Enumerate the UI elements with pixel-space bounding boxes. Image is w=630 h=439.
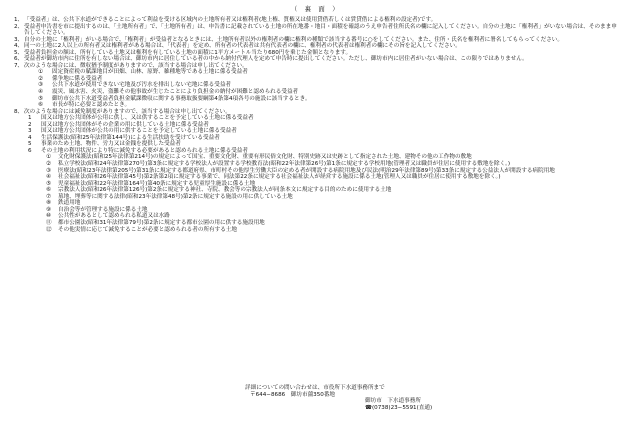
reduction-list [14,115,618,154]
item-number: ⑧ [46,200,52,207]
item-text: 都市公園法(昭和31年法律第79号)第2条に規定する都市公園の用に供する施設用地 [58,219,265,226]
item-text: 児童福祉法(昭和22年法律第164号)第40条に規定する児童厚生施設に係る土地 [58,180,256,187]
item-text: 係争地に係る受益者 [52,75,103,82]
item-text: 受益者が御坊市内に住所を有しない場合は、御坊市内に居住している者の中から納付代理人を定めて申告時に提出してください。ただし、御坊市内に居住者がいない場合は、この限りではありません。 [24,56,528,63]
item-text: 文化財保護法(昭和25年法律第214号)の規定によって国宝、重要文化財、重要有形民俗文化財、特別史跡又は史跡として指定された土地、建物その他の工作物の敷地 [58,154,472,161]
item-number: 4 [28,134,32,141]
item-number: ⑤ [38,95,44,102]
item-text: 自分の土地に「権利者」がいる場合で、「権利者」が受益者となるときには、土地所有者以外の権利者の欄に権利の種類で該当する番号に○をしてください。また、住所・氏名を権利者に署名してもらってください。 [24,36,563,43]
item-number: ② [46,161,52,168]
contact-phone: ☎(0738)23−5591(直通) [365,404,433,411]
item-number: ① [46,154,52,161]
item-text: 国又は地方公共団体が公用に供し、又は供することを予定している土地に係る受益者 [41,115,254,122]
item-number: 6 [28,147,32,154]
item-text: 私立学校法(昭和24年法律第270号)第3条に規定する学校法人が設置する学校教育法(昭和22年法律第26号)第1条に規定する学校用地(管理者又は職員が住居に使用する敷地を除く。) [58,161,511,168]
contact-address: 〒644−8686 御坊市薗350番地 [250,391,336,398]
item-text: その他実情に応じて減免することが必要と認められる者の所有する土地 [58,226,238,233]
item-text: 自治会等が管理する施設に係る土地 [58,206,148,213]
item-number: ③ [38,82,44,89]
numbered-item [14,24,618,37]
item-number: 3、 [14,36,24,43]
item-number: ⑫ [46,226,52,233]
item-text: 国又は地方公共団体が公共の用に供することを予定している土地に係る受益者 [41,128,237,135]
item-text: 医療法(昭和23年法律第205号)第31条に規定する都道府県、市町村その他厚生労働大臣の定める者が開設する病院用地及び民法(明治29年法律第89号)第33条に規定する公益法人が開設する病院用地 [58,167,555,174]
contact-block [245,385,475,411]
item-text: 国又は地方公共団体がその企業の用に供している土地に係る受益者 [41,121,209,128]
land-use-list [14,154,618,233]
item-number: 2、 [14,23,24,30]
item-text: 墓地、埋葬等に関する法律(昭和23年法律第48号)第2条に規定する施設の用に供している土地 [58,193,293,200]
item-text: 次のような場合には、徴収猶予制度がありますので、該当する場合は申し出てください。 [24,62,248,69]
item-number: ⑤ [46,180,52,187]
item-text: 次のような場合には減免制度がありますので、該当する場合は申し出てください。 [24,108,231,115]
item-number: 4、 [14,43,24,50]
item-text: 生活保護法(昭和25年法律第144号)による生活扶助を受けている受益者 [41,134,220,141]
item-text: 「受益者」は、公共下水道ができることによって利益を受ける区域内の土地所有者又は権利者(地上権、質権又は使用貸借若しくは賃貸借による権利の設定者)です。 [24,17,437,23]
suspension-list [14,69,618,108]
item-text: 鉄道用地 [58,200,81,207]
item-number: 3 [28,128,32,135]
item-number: ④ [46,174,52,181]
item-number: 8、 [14,108,24,115]
item-text: その土地の利用状況により特に減免する必要があると認められる土地に係る受益者 [41,147,248,154]
item-text: 市長が特に必要と認めたとき。 [52,102,131,109]
item-text: 公共下水道が使用できない宅地及び汚水を排出しない宅地に係る受益者 [52,82,232,89]
item-text: 震災、風水害、火災、盗難その他事故が生じたことにより負担金の納付が困難と認められる受益者 [52,89,299,96]
item-number: ⑩ [46,213,52,220]
item-number: 1 [28,115,32,122]
item-number: ② [38,75,44,82]
item-number: 1、 [14,17,24,23]
item-text: 固定資産税の賦課地目が田畑、山林、原野、雑種地等である土地に係る受益者 [52,69,248,76]
item-number: ⑪ [46,219,52,226]
item-number: ⑥ [46,187,52,194]
item-text: 御坊市公共下水道受益者負担金賦課徴収に関する事務取扱要綱第4条第4項各号の施設に該当するとき。 [52,95,311,102]
item-number: ① [38,69,44,76]
item-number: ⑦ [46,193,52,200]
numbered-items [14,17,618,69]
item-number: 7、 [14,62,24,69]
item-text: 事業のため土地、物件、労力又は金銭を提供した受益者 [41,141,181,148]
contact-office: 御坊市 下水道事務所 [365,398,421,405]
item-number: 2 [28,121,32,128]
item-text: 公共性があるとして認められる私道又は水路 [58,213,170,220]
item-text: 受益者申告書を市に提出するのは、「土地所有者」で、「土地所有者」は、申告書に記載されている土地の所在地番・地目・面積を確認のうえ申告者住所氏名の欄に記入してください。自分の土地に「権利者」がいない場合は、そのまま申告してください。 [24,23,617,37]
item-number: ⑨ [46,206,52,213]
page-heading: （ 裏 面 ） [290,5,340,13]
land-use-item [14,227,618,234]
document-body [14,17,618,233]
item-text: 受益者負担金の額は、所有している土地又は権利を有している土地の面積に1平方メートル当たり680円を乗じた金額となります。 [24,49,352,56]
item-text: 宗教法人法(昭和26年法律第126号)第2条に規定する神社、寺院、教会等の宗教法人が同条本文に規定する目的のために使用する土地 [58,187,392,194]
item-text: 同一の土地に2人以上の所有者又は権利者がある場合は、「代表者」を定め、所有者の代表者は共有代表者の欄に、権利者の代表者は権利者の欄にその旨を記入してください。 [24,43,461,50]
item-number: ⑥ [38,102,44,109]
item-number: 5 [28,141,32,148]
item-number: ③ [46,167,52,174]
item-number: ④ [38,89,44,96]
contact-intro: 詳細についての問い合わせは、市役所下水道事務所まで [245,385,385,391]
item-number: 5、 [14,49,24,56]
item-text: 社会福祉法(昭和26年法律第45号)第2条第2項に規定する事業で、同法第22条に規定する社会福祉法人が経営する施設に係る土地(管理人又は職員が住居に使用する敷地を除く。) [58,174,501,181]
item-number: 6、 [14,56,24,63]
